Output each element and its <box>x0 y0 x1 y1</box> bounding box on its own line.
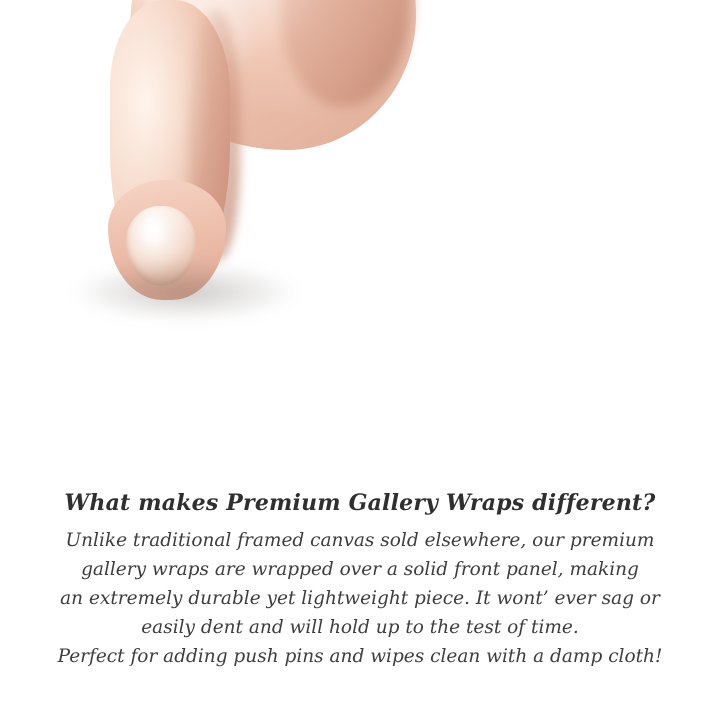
caption-block <box>0 486 720 671</box>
caption-line: Unlike traditional framed canvas sold elsewhere, our premium <box>65 530 655 551</box>
caption-line: gallery wraps are wrapped over a solid front panel, making <box>81 559 639 580</box>
fingernail-highlight <box>138 216 168 250</box>
caption-line: an extremely durable yet lightweight piece. It wont’ ever sag or <box>60 588 660 609</box>
press-contact-shadow <box>70 262 300 322</box>
caption-heading: What makes Premium Gallery Wraps different? <box>64 490 656 516</box>
caption-line: Perfect for adding push pins and wipes clean with a damp cloth! <box>57 646 663 667</box>
caption-line: easily dent and will hold up to the test of time. <box>141 617 579 638</box>
